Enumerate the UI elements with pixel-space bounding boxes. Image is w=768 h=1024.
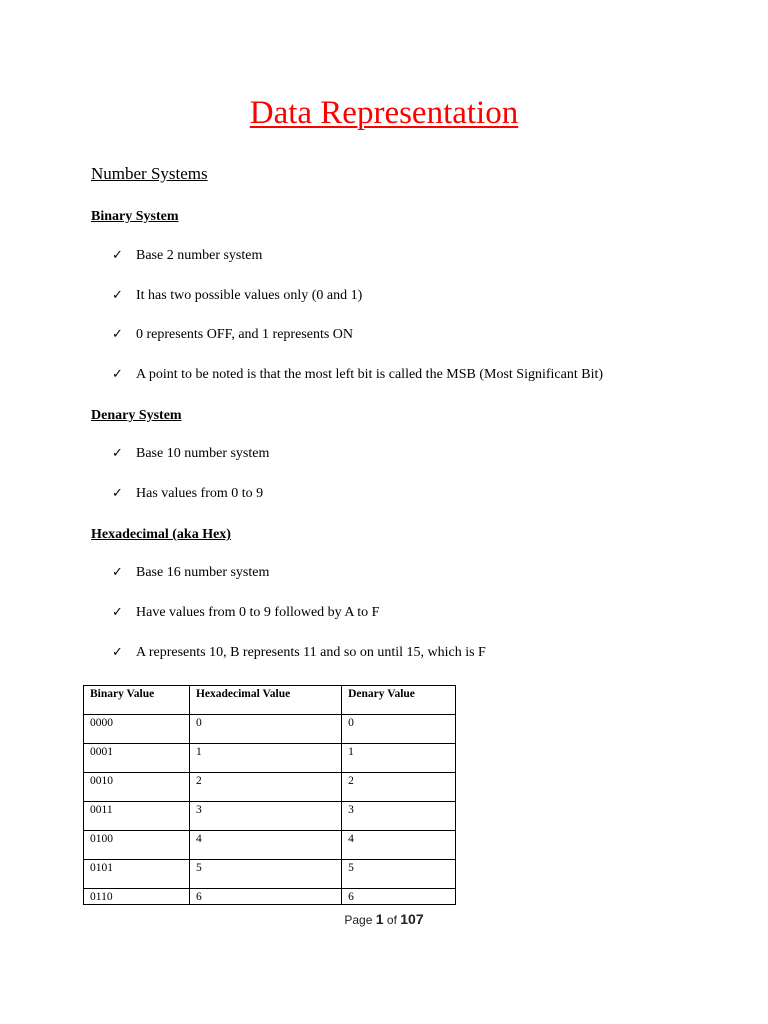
list-item: [112, 644, 486, 662]
cell-binary: 0101: [84, 860, 190, 889]
page-footer: [0, 910, 768, 929]
page-title: Data Representation: [249, 95, 519, 131]
list-item-text: Has values from 0 to 9: [136, 486, 264, 501]
header-binary-value: Binary Value: [84, 686, 190, 715]
cell-hex: 2: [189, 773, 341, 802]
cell-denary: 6: [342, 889, 456, 905]
list-item-text: Base 16 number system: [136, 565, 270, 580]
list-item: [112, 287, 362, 305]
cell-hex: 5: [189, 860, 341, 889]
cell-denary: 3: [342, 802, 456, 831]
cell-binary: 0000: [84, 715, 190, 744]
list-item: [112, 485, 263, 503]
footer-page-number: 1: [375, 911, 384, 927]
cell-hex: 4: [189, 831, 341, 860]
header-hexadecimal-value: Hexadecimal Value: [189, 686, 341, 715]
check-icon: ✓: [112, 486, 123, 501]
list-item: [112, 604, 379, 622]
table-row: [84, 860, 456, 889]
cell-denary: 5: [342, 860, 456, 889]
list-item: [112, 445, 269, 463]
cell-denary: 1: [342, 744, 456, 773]
list-item-text: 0 represents OFF, and 1 represents ON: [136, 327, 353, 342]
list-item: [112, 247, 262, 265]
check-icon: ✓: [112, 645, 123, 660]
table-row: [84, 715, 456, 744]
cell-hex: 0: [189, 715, 341, 744]
check-icon: ✓: [112, 367, 123, 382]
section-heading-number-systems: Number Systems: [91, 164, 208, 183]
list-item-text: It has two possible values only (0 and 1): [136, 288, 363, 303]
heading-denary-system: Denary System: [91, 408, 182, 423]
cell-binary: 0110: [84, 889, 190, 905]
cell-denary: 4: [342, 831, 456, 860]
heading-binary-system: Binary System: [91, 209, 179, 224]
list-item-text: A point to be noted is that the most left bit is called the MSB (Most Significant Bit): [136, 367, 604, 382]
list-item-text: Have values from 0 to 9 followed by A to F: [136, 605, 380, 620]
cell-binary: 0011: [84, 802, 190, 831]
check-icon: ✓: [112, 446, 123, 461]
check-icon: ✓: [112, 605, 123, 620]
table-row: [84, 744, 456, 773]
header-denary-value: Denary Value: [342, 686, 456, 715]
footer-page-word: Page: [344, 913, 373, 927]
list-item: [112, 366, 603, 384]
cell-binary: 0100: [84, 831, 190, 860]
list-item: [112, 326, 353, 344]
cell-denary: 2: [342, 773, 456, 802]
table-row: [84, 802, 456, 831]
table-header-row: [84, 686, 456, 715]
table-row: [84, 889, 456, 905]
check-icon: ✓: [112, 288, 123, 303]
cell-binary: 0001: [84, 744, 190, 773]
cell-hex: 3: [189, 802, 341, 831]
table-row: [84, 773, 456, 802]
cell-binary: 0010: [84, 773, 190, 802]
check-icon: ✓: [112, 327, 123, 342]
list-item-text: Base 10 number system: [136, 446, 270, 461]
list-item-text: A represents 10, B represents 11 and so on until 15, which is F: [136, 645, 486, 660]
footer-of-word: of: [386, 913, 397, 927]
cell-hex: 1: [189, 744, 341, 773]
list-item-text: Base 2 number system: [136, 248, 263, 263]
check-icon: ✓: [112, 248, 123, 263]
cell-hex: 6: [189, 889, 341, 905]
table-row: [84, 831, 456, 860]
cell-denary: 0: [342, 715, 456, 744]
list-item: [112, 564, 269, 582]
heading-hexadecimal: Hexadecimal (aka Hex): [91, 527, 231, 542]
conversion-table: [83, 685, 456, 905]
footer-total-pages: 107: [400, 911, 424, 927]
check-icon: ✓: [112, 565, 123, 580]
